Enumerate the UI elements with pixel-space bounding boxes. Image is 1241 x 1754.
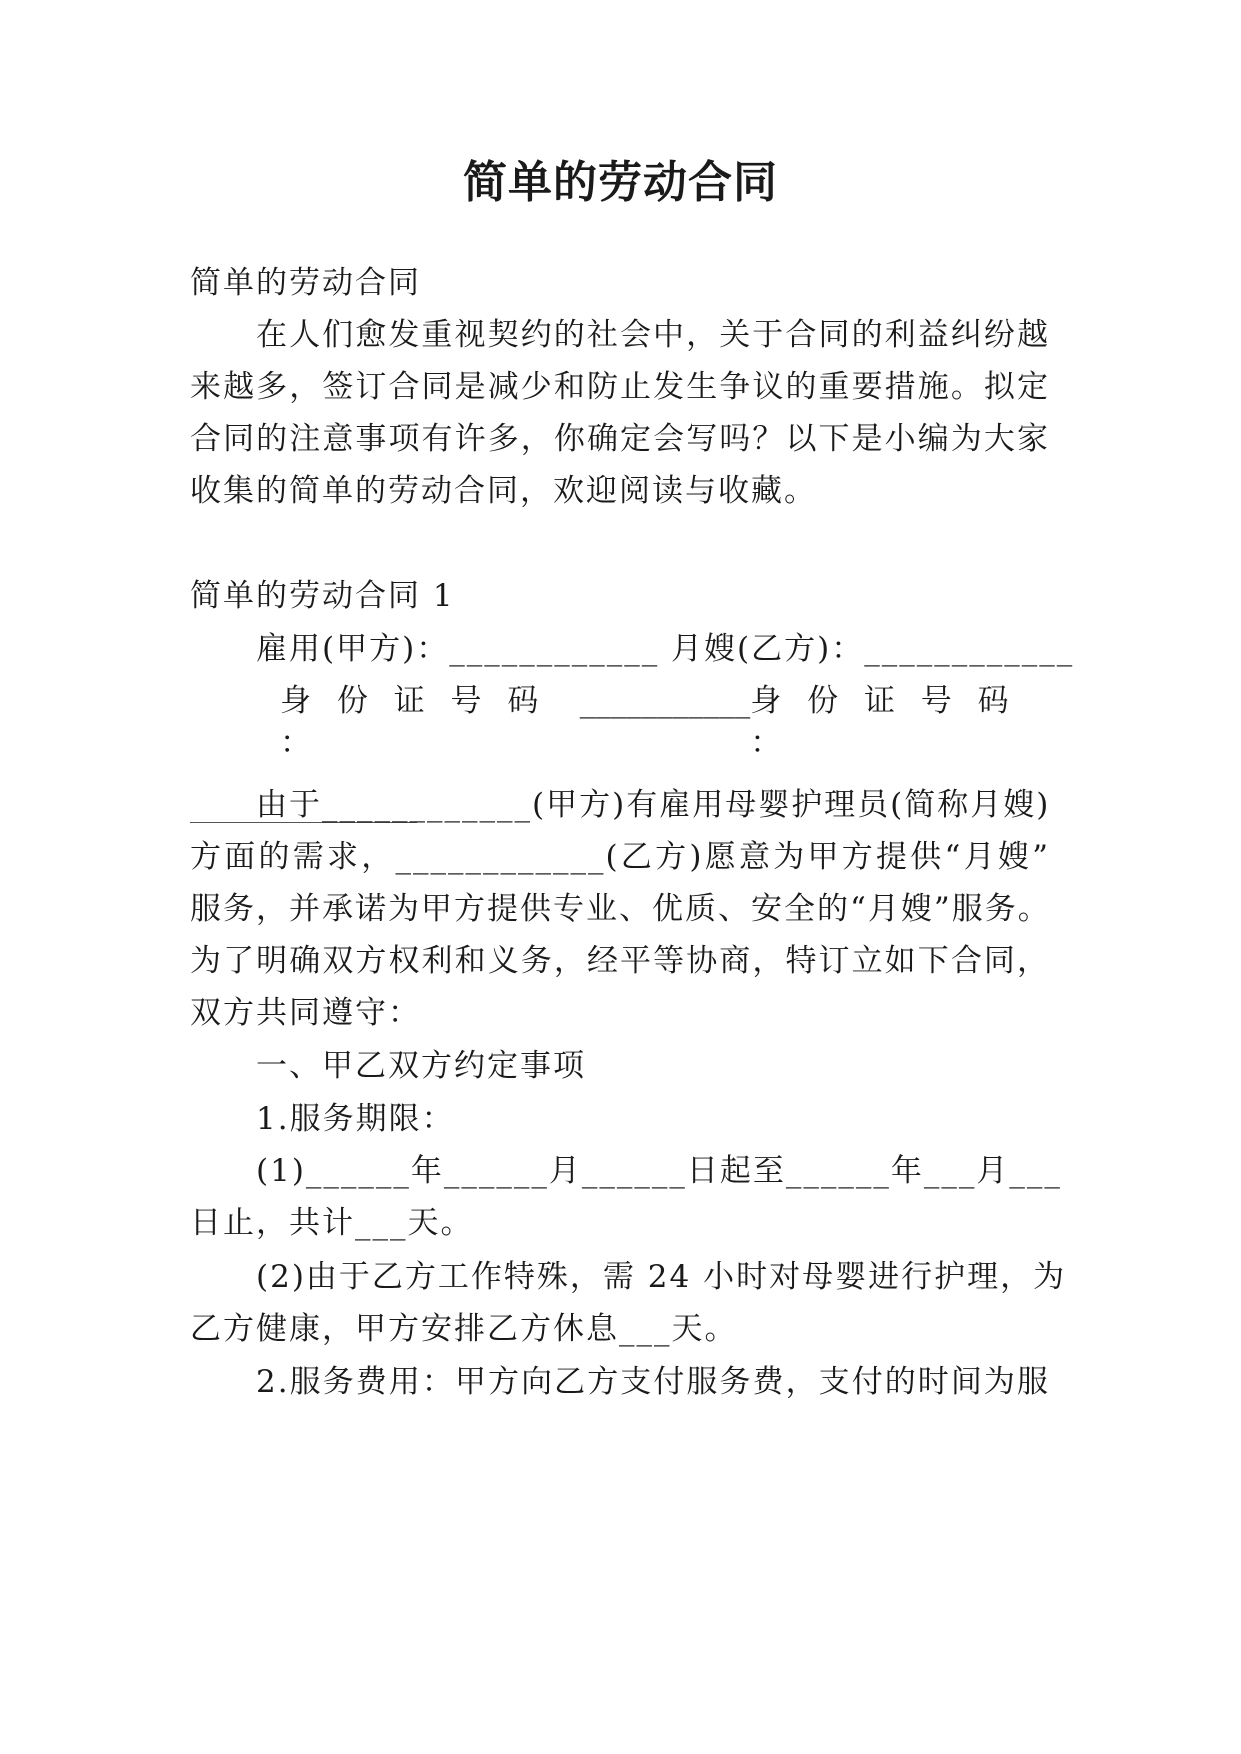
id-label-party-b: 身 份 证 号 码 ： <box>750 683 1017 761</box>
item-1-1-line: 日止，共计___天。 <box>190 1205 474 1241</box>
preamble-line: 为了明确双方权利和义务，经平等协商，特订立如下合同， <box>190 943 1050 979</box>
item-1-1-line: (1)______年______月______日起至______年___月___ <box>256 1153 1062 1189</box>
item-1-title: 1.服务期限： <box>256 1101 455 1137</box>
preamble-line: 双方共同遵守： <box>190 995 421 1031</box>
intro-line: 合同的注意事项有许多，你确定会写吗？以下是小编为大家 <box>190 421 1050 457</box>
id-label-party-a: 身 份 证 号 码 ： <box>280 683 547 761</box>
preamble-line: 由于____________(甲方)有雇用母婴护理员(简称月嫂) <box>256 787 1051 823</box>
section-title: 简单的劳动合同 1 <box>190 578 455 614</box>
preamble-line: 服务，并承诺为甲方提供专业、优质、安全的“月嫂”服务。 <box>190 891 1051 927</box>
document-heading: 简单的劳动合同 <box>190 265 421 301</box>
document-title: 简单的劳动合同 <box>463 157 778 208</box>
id-blank-party-a: ___________ <box>579 683 751 719</box>
preamble-line: 方面的需求，____________(乙方)愿意为甲方提供“月嫂” <box>190 839 1050 875</box>
id-number-line <box>280 680 1050 764</box>
item-1-2-line: 乙方健康，甲方安排乙方休息___天。 <box>190 1311 738 1347</box>
intro-line: 来越多，签订合同是减少和防止发生争议的重要措施。拟定 <box>190 369 1050 405</box>
intro-line: 收集的简单的劳动合同，欢迎阅读与收藏。 <box>190 473 817 509</box>
item-2-line: 2.服务费用：甲方向乙方支付服务费，支付的时间为服 <box>256 1364 1050 1400</box>
item-1-2-line: (2)由于乙方工作特殊，需 24 小时对母婴进行护理，为 <box>256 1259 1067 1295</box>
intro-line: 在人们愈发重视契约的社会中，关于合同的利益纠纷越 <box>256 317 1050 353</box>
clause-1-title: 一、甲乙双方约定事项 <box>256 1048 586 1084</box>
parties-line: 雇用(甲方)：____________ 月嫂(乙方)：____________ <box>256 631 1075 667</box>
